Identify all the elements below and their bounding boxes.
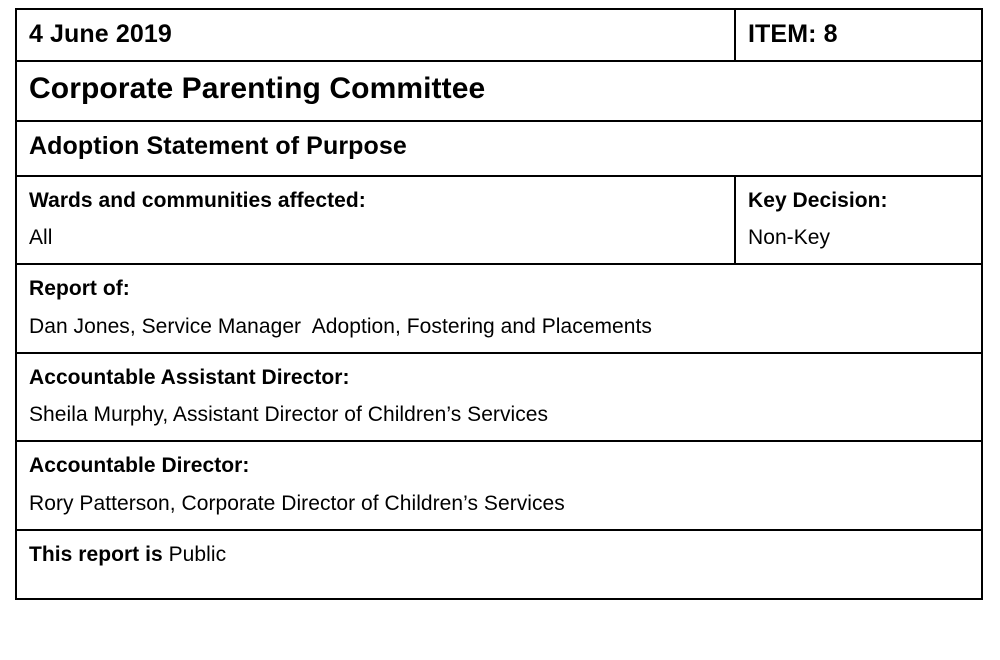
report-subject: Adoption Statement of Purpose xyxy=(29,132,407,161)
wards-affected-label: Wards and communities affected: xyxy=(29,188,366,212)
table-row-accountable-director xyxy=(16,441,982,530)
meeting-date-cell xyxy=(16,9,735,61)
key-decision-value: Non-Key xyxy=(748,225,831,249)
report-subject-cell xyxy=(16,121,982,176)
accountable-director-cell xyxy=(16,441,982,530)
wards-affected-cell xyxy=(16,176,735,265)
agenda-item-cell xyxy=(735,9,982,61)
table-row-report-status xyxy=(16,530,982,599)
meeting-date: 4 June 2019 xyxy=(29,20,172,48)
accountable-assistant-director-cell xyxy=(16,353,982,442)
report-status-label: This report is xyxy=(29,543,163,567)
report-of-value: Dan Jones, Service Manager Adoption, Fostering and Placements xyxy=(29,314,652,338)
accountable-director-label: Accountable Director: xyxy=(29,454,250,478)
committee-name: Corporate Parenting Committee xyxy=(29,72,486,105)
accountable-director-value: Rory Patterson, Corporate Director of Children’s Services xyxy=(29,491,565,515)
table-row-meeting-meta xyxy=(16,9,982,61)
report-status-line xyxy=(29,543,226,566)
committee-name-cell xyxy=(16,61,982,121)
accountable-assistant-director-label: Accountable Assistant Director: xyxy=(29,365,350,389)
report-cover-sheet-table xyxy=(15,8,983,600)
accountable-assistant-director-value: Sheila Murphy, Assistant Director of Children’s Services xyxy=(29,403,549,427)
table-row-report-subject xyxy=(16,121,982,176)
table-row-committee xyxy=(16,61,982,121)
table-row-accountable-assistant-director xyxy=(16,353,982,442)
key-decision-label: Key Decision: xyxy=(748,188,888,212)
report-status-visibility: Public xyxy=(168,543,227,567)
wards-affected-value: All xyxy=(29,225,53,249)
report-of-label: Report of: xyxy=(29,277,130,301)
agenda-item-reference: ITEM: 8 xyxy=(748,20,838,48)
table-row-report-of xyxy=(16,264,982,353)
table-row-wards-and-key-decision xyxy=(16,176,982,265)
key-decision-cell xyxy=(735,176,982,265)
report-status-cell xyxy=(16,530,982,599)
report-of-cell xyxy=(16,264,982,353)
